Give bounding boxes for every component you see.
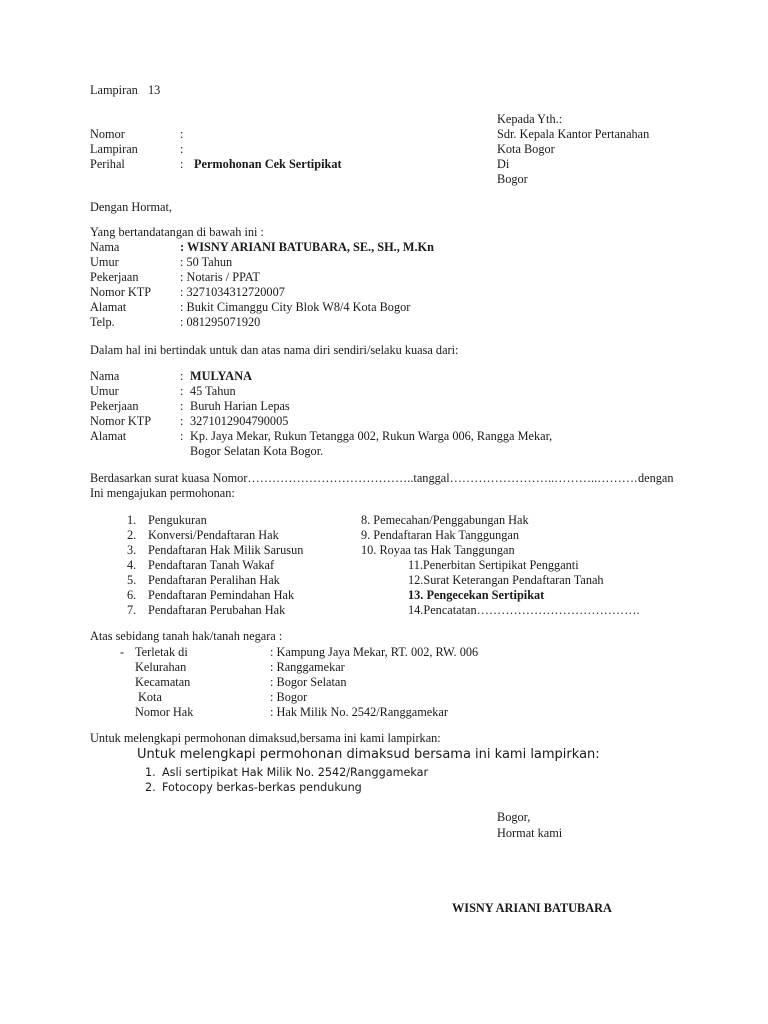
service-number: 2. <box>127 528 137 542</box>
principal-value: Kp. Jaya Mekar, Rukun Tetangga 002, Rukun Warga 006, Rangga Mekar, <box>190 429 553 443</box>
service-item: 9. Pendaftaran Hak Tanggungan <box>361 528 520 542</box>
attachments-intro: Untuk melengkapi permohonan dimaksud,bersama ini kami lampirkan: <box>90 731 441 745</box>
intro-text: Yang bertandatangan di bawah ini : <box>90 225 264 239</box>
service-item: Pendaftaran Perubahan Hak <box>148 603 286 617</box>
service-item: Pendaftaran Pemindahan Hak <box>148 588 295 602</box>
land-label: Kota <box>138 690 162 704</box>
recipient-line: Kota Bogor <box>497 142 555 156</box>
signer-label: Pekerjaan <box>90 270 139 284</box>
principal-value: Buruh Harian Lepas <box>190 399 290 413</box>
lampiran-number: 13 <box>148 83 161 97</box>
land-intro: Atas sebidang tanah hak/tanah negara : <box>90 629 283 643</box>
recipient-line: Di <box>497 157 510 171</box>
closing-place: Bogor, <box>497 810 531 824</box>
attachment-number: 1. <box>145 766 156 779</box>
principal-label: Alamat <box>90 429 127 443</box>
land-label: Kelurahan <box>135 660 187 674</box>
signer-label: Telp. <box>90 315 115 329</box>
land-value: : Hak Milik No. 2542/Ranggamekar <box>270 705 448 719</box>
recipient-line: Kepada Yth.: <box>497 112 563 126</box>
land-value: : Ranggamekar <box>270 660 345 674</box>
principal-colon: : <box>180 399 184 413</box>
service-item: 14.Pencatatan…………………………………. <box>408 603 640 617</box>
acting-statement: Dalam hal ini bertindak untuk dan atas nama diri sendiri/selaku kuasa dari: <box>90 343 459 357</box>
land-value: : Kampung Jaya Mekar, RT. 002, RW. 006 <box>270 645 479 659</box>
attachments-intro-sans: Untuk melengkapi permohonan dimaksud bersama ini kami lampirkan: <box>137 747 600 762</box>
recipient-line: Sdr. Kepala Kantor Pertanahan <box>497 127 650 141</box>
principal-value: 3271012904790005 <box>190 414 289 428</box>
service-item: 11.Penerbitan Sertipikat Pengganti <box>408 558 579 572</box>
header-colon: : <box>180 127 184 141</box>
principal-address-cont: Bogor Selatan Kota Bogor. <box>190 444 324 458</box>
principal-value: 45 Tahun <box>190 384 236 398</box>
service-item-selected: 13. Pengecekan Sertipikat <box>408 588 545 602</box>
service-item: Pendaftaran Hak Milik Sarusun <box>148 543 304 557</box>
principal-label: Nama <box>90 369 120 383</box>
principal-label: Nomor KTP <box>90 414 152 428</box>
attachment-number: 2. <box>145 781 156 794</box>
land-label: Nomor Hak <box>135 705 194 719</box>
principal-colon: : <box>180 369 184 383</box>
request-intro: Ini mengajukan permohonan: <box>90 486 235 500</box>
principal-colon: : <box>180 429 184 443</box>
signer-value: : 081295071920 <box>180 315 261 329</box>
land-bullet: - <box>120 645 125 659</box>
principal-label: Umur <box>90 384 119 398</box>
principal-name: MULYANA <box>190 369 252 383</box>
header-label: Lampiran <box>90 142 138 156</box>
recipient-line: Bogor <box>497 172 528 186</box>
header-colon: : <box>180 142 184 156</box>
principal-colon: : <box>180 384 184 398</box>
land-value: : Bogor <box>270 690 308 704</box>
signer-label: Umur <box>90 255 119 269</box>
signer-value: : 3271034312720007 <box>180 285 285 299</box>
land-value: : Bogor Selatan <box>270 675 347 689</box>
service-number: 5. <box>127 573 137 587</box>
lampiran-line <box>90 83 161 98</box>
signer-label: Alamat <box>90 300 127 314</box>
signer-label: Nomor KTP <box>90 285 152 299</box>
land-label: Kecamatan <box>135 675 191 689</box>
header-label: Perihal <box>90 157 125 171</box>
signer-label: Nama <box>90 240 120 254</box>
service-number: 4. <box>127 558 137 572</box>
service-item: Pengukuran <box>148 513 207 527</box>
service-number: 6. <box>127 588 137 602</box>
kuasa-line: Berdasarkan surat kuasa Nomor…………………………………..tanggal……………………..………..………. <box>90 471 638 485</box>
service-item: Pendaftaran Peralihan Hak <box>148 573 280 587</box>
signer-name: : WISNY ARIANI BATUBARA, SE., SH., M.Kn <box>180 240 434 254</box>
attachment-item: Fotocopy berkas-berkas pendukung <box>162 781 362 794</box>
service-item: 12.Surat Keterangan Pendaftaran Tanah <box>408 573 604 587</box>
kuasa-dengan: dengan <box>638 471 674 485</box>
attachment-item: Asli sertipikat Hak Milik No. 2542/Ranggamekar <box>162 766 429 779</box>
land-label: Terletak di <box>135 645 188 659</box>
greeting: Dengan Hormat, <box>90 200 172 214</box>
service-item: Pendaftaran Tanah Wakaf <box>148 558 275 572</box>
closing-regards: Hormat kami <box>497 826 563 840</box>
signer-value: : 50 Tahun <box>180 255 233 269</box>
signer-value: : Notaris / PPAT <box>180 270 260 284</box>
subject-value: Permohonan Cek Sertipikat <box>194 157 342 171</box>
principal-label: Pekerjaan <box>90 399 139 413</box>
service-item: 10. Royaa tas Hak Tanggungan <box>361 543 515 557</box>
header-label: Nomor <box>90 127 125 141</box>
signatory-name: WISNY ARIANI BATUBARA <box>452 901 612 915</box>
service-item: 8. Pemecahan/Penggabungan Hak <box>361 513 529 527</box>
signer-value: : Bukit Cimanggu City Blok W8/4 Kota Bogor <box>180 300 411 314</box>
service-number: 7. <box>127 603 137 617</box>
header-colon: : <box>180 157 184 171</box>
service-number: 3. <box>127 543 137 557</box>
lampiran-label: Lampiran <box>90 83 138 97</box>
principal-colon: : <box>180 414 184 428</box>
service-number: 1. <box>127 513 137 527</box>
service-item: Konversi/Pendaftaran Hak <box>148 528 279 542</box>
